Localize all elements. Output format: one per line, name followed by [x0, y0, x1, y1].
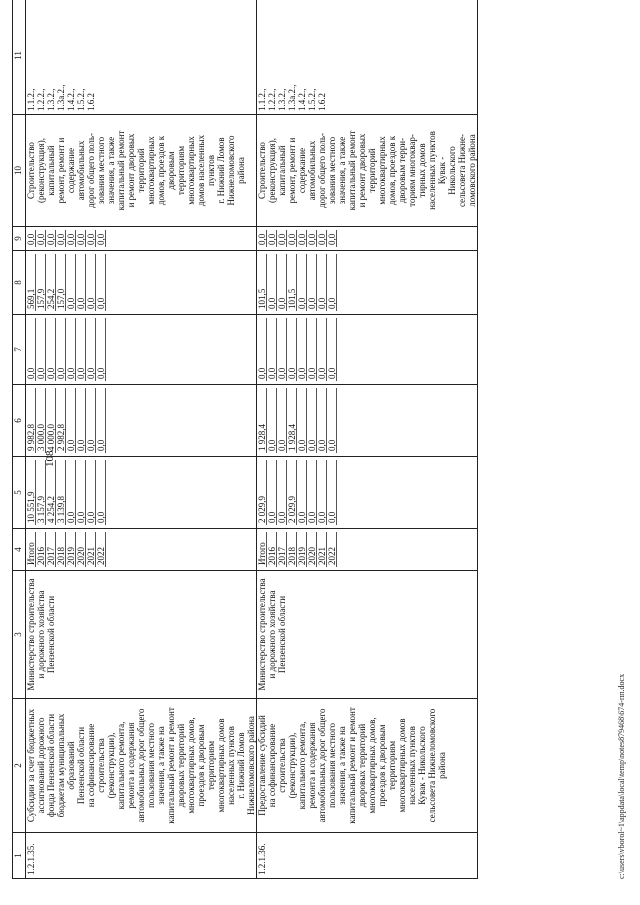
cell-line: 0,0 [317, 388, 327, 453]
cell-line: 1.6.2 [317, 93, 327, 111]
cell-line: значения, а также на [337, 726, 347, 805]
cell-line: капитальный ремонт и ремонт [166, 707, 176, 824]
total-amount [257, 457, 478, 529]
cell-line: капитальный [277, 145, 287, 196]
cell-line: 0,0 [277, 230, 287, 247]
cell-line: дорог общего поль- [317, 132, 327, 209]
cell-line: Строительство [26, 142, 36, 199]
other-amount [26, 227, 257, 251]
cell-line: 0,0 [86, 388, 96, 453]
cell-line: ремонта и содержания [126, 722, 136, 809]
cell-line: 0,0 [327, 254, 337, 311]
cell-line: 0,0 [96, 318, 106, 381]
regional-amount [257, 315, 478, 385]
executor [26, 571, 257, 699]
cell-line: капитального ремонта, [297, 721, 307, 810]
cell-line: 4 000,0 [46, 388, 56, 453]
header-cell: 10 [13, 115, 26, 227]
cell-line: 0,0 [297, 254, 307, 311]
cell-line: и дорожного хозяйства [267, 590, 277, 679]
cell-line: 0,0 [76, 460, 86, 525]
cell-line: 2021 [317, 532, 327, 567]
cell-line: 0,0 [307, 318, 317, 381]
years-column [257, 529, 478, 571]
local-amount [26, 251, 257, 315]
header-cell: 11 [13, 0, 26, 115]
cell-line: капитальный ремонт [116, 130, 126, 211]
cell-line: капитального ремонта, [116, 721, 126, 810]
local-amount [257, 251, 478, 315]
cell-line: 0,0 [297, 460, 307, 525]
cell-line: 0,0 [267, 318, 277, 381]
cell-line: населенных пунктов [407, 726, 417, 805]
cell-line: 0,0 [267, 460, 277, 525]
cell-line: 0,0 [327, 318, 337, 381]
cell-line: населенных пунктов [226, 726, 236, 805]
cell-line: 2017 [277, 532, 287, 567]
cell-line: 2 029,9 [287, 460, 297, 525]
federal-amount [257, 385, 478, 457]
cell-line: значения, а также на [156, 726, 166, 805]
expected-result [26, 115, 257, 227]
cell-line: домов населенных [196, 134, 206, 207]
cell-line: 0,0 [257, 318, 267, 381]
cell-line: зования местного [96, 136, 106, 205]
header-cell: 1 [13, 833, 26, 879]
cell-line: Министерство строительства [257, 578, 267, 691]
regional-amount [26, 315, 257, 385]
cell-line: 0,0 [307, 254, 317, 311]
cell-line: территориям [176, 145, 186, 196]
cell-line: 0,0 [96, 230, 106, 247]
cell-line: капитальный ремонт и ремонт [347, 707, 357, 824]
cell-line: 2022 [327, 532, 337, 567]
cell-line: 0,0 [66, 388, 76, 453]
cell-line: многоквартирных домов [397, 718, 407, 813]
cell-line: 3 157,9 [36, 460, 46, 525]
cell-line: 1 928,4 [287, 388, 297, 453]
cell-line: 0,0 [46, 230, 56, 247]
cell-line: 0,0 [327, 230, 337, 247]
cell-line: 0,0 [257, 230, 267, 247]
cell-line: 157,9 [36, 254, 46, 311]
cell-line: и ремонт дворовых [126, 133, 136, 208]
cell-line: 101,5 [257, 254, 267, 311]
cell-line: 0,0 [277, 254, 287, 311]
cell-line: образований [66, 741, 76, 790]
cell-line: 3 000,0 [36, 388, 46, 453]
cell-line: 1.2.2., [267, 88, 277, 111]
cell-line: Итого [26, 532, 36, 567]
cell-line: и дорожного хозяйства [36, 590, 46, 679]
footer-file-path: c:\users\vborol~1\appdata\local\temp\notes879468\674-пп.docx [617, 673, 626, 879]
cell-line: пунктов [206, 155, 216, 186]
cell-line: многоквартирных домов, [367, 717, 377, 814]
federal-amount [26, 385, 257, 457]
page-number: 108 [44, 450, 56, 467]
header-cell: 9 [13, 227, 26, 251]
cell-line: 0,0 [297, 388, 307, 453]
cell-line: 2 029,9 [257, 460, 267, 525]
header-cell: 2 [13, 699, 26, 833]
cell-line: домов, проездов к [387, 135, 397, 206]
cell-line: 0,0 [317, 254, 327, 311]
cell-line: 0,0 [66, 230, 76, 247]
cell-line: 0,0 [26, 318, 36, 381]
cell-line: территориям [387, 740, 397, 791]
cell-line: 0,0 [66, 254, 76, 311]
cell-line: 1.3.2., [277, 88, 287, 111]
cell-line: значения, а также [337, 136, 347, 205]
cell-line: 0,0 [307, 230, 317, 247]
cell-line: ассигнований дорожного [36, 717, 46, 814]
cell-line: 0,0 [317, 460, 327, 525]
cell-line: содержание [297, 147, 307, 194]
cell-line: 2016 [267, 532, 277, 567]
cell-line: 0,0 [86, 230, 96, 247]
cell-line: сельсовета Нижнеломовского [427, 708, 437, 823]
cell-line: 1 928,4 [257, 388, 267, 453]
cell-line: пользования местного [327, 722, 337, 809]
cell-line: 0,0 [56, 318, 66, 381]
cell-line: 0,0 [36, 230, 46, 247]
indicator-codes [26, 0, 257, 115]
cell-line: 0,0 [307, 388, 317, 453]
measure-description [26, 699, 257, 833]
header-cell: 7 [13, 315, 26, 385]
cell-line: 254,2 [46, 254, 56, 311]
cell-line: Субсидии за счет бюджетных [26, 708, 36, 823]
cell-line: 0,0 [86, 460, 96, 525]
cell-line: г. Нижний Ломов [236, 732, 246, 799]
cell-line: 1.4.2., [66, 88, 76, 111]
cell-line: и ремонт дворовых [357, 133, 367, 208]
cell-line: 2019 [66, 532, 76, 567]
cell-line: дворовых территорий [357, 723, 367, 808]
cell-line: автомобильных дорог общего [317, 708, 327, 823]
cell-line: Министерство строительства [26, 578, 36, 691]
cell-line: содержание [66, 147, 76, 194]
cell-line: автомобильных [307, 140, 317, 201]
measure-description [257, 699, 478, 833]
header-cell: 5 [13, 457, 26, 529]
cell-line: многоквартирных домов, [186, 717, 196, 814]
cell-line: строительства [96, 738, 106, 793]
cell-line: многоквартирных [186, 136, 196, 205]
cell-line: 1.5.2., [307, 88, 317, 111]
cell-line: 0,0 [267, 254, 277, 311]
cell-line: многоквартирных домов [216, 718, 226, 813]
cell-line: домов, проездов к [156, 135, 166, 206]
cell-line: Нижнеломовского района [246, 716, 256, 815]
cell-line: дорог общего поль- [86, 132, 96, 209]
cell-line: 1.1.2., [257, 88, 267, 111]
cell-line: 0,0 [76, 318, 86, 381]
cell-line: Пензенской области [76, 726, 86, 805]
years-column [26, 529, 257, 571]
cell-line: ториям многоквар- [407, 134, 417, 207]
cell-line: 0,0 [277, 318, 287, 381]
cell-line: 0,0 [327, 460, 337, 525]
cell-line: 1.3а.2., [287, 84, 297, 111]
cell-line: 2 982,8 [56, 388, 66, 453]
cell-line: 0,0 [277, 388, 287, 453]
cell-line: 0,0 [317, 318, 327, 381]
cell-line: 1.3.2., [46, 88, 56, 111]
cell-line: населенных пунктов [427, 131, 437, 210]
cell-line: фонда Пензенской области [46, 713, 56, 818]
cell-line: пользования местного [146, 722, 156, 809]
cell-line: 0,0 [287, 318, 297, 381]
table-row [257, 0, 478, 879]
cell-line: многоквартирных [377, 136, 387, 205]
cell-line: дворовым [166, 151, 176, 190]
cell-line: ремонта и содержания [307, 722, 317, 809]
cell-line: многоквартирных [146, 136, 156, 205]
cell-line: 0,0 [76, 254, 86, 311]
cell-line: 2017 [46, 532, 56, 567]
cell-line: тирных домов [417, 143, 427, 198]
expected-result [257, 115, 478, 227]
cell-line: 2021 [86, 532, 96, 567]
cell-line: 1.1.2., [26, 88, 36, 111]
indicator-codes [257, 0, 478, 115]
cell-line: территориям [206, 740, 216, 791]
cell-line: 3 139,8 [56, 460, 66, 525]
cell-line: ломовского района [467, 134, 477, 207]
cell-line: 0,0 [297, 230, 307, 247]
program-table [12, 0, 478, 879]
cell-line: автомобильных дорог общего [136, 708, 146, 823]
header-cell: 3 [13, 571, 26, 699]
cell-line: 0,0 [96, 388, 106, 453]
cell-line: 10 551,9 [26, 460, 36, 525]
cell-line: 0,0 [96, 460, 106, 525]
cell-line: 1.2.2., [36, 88, 46, 111]
cell-line: 1.5.2., [76, 88, 86, 111]
cell-line: 1.4.2., [297, 88, 307, 111]
header-cell: 6 [13, 385, 26, 457]
cell-line: Предоставление субсидий [257, 715, 267, 816]
cell-line: значения, а также [106, 136, 116, 205]
cell-line: 0,0 [66, 318, 76, 381]
cell-line: 9 982,8 [26, 388, 36, 453]
cell-line: 0,0 [76, 388, 86, 453]
table-row [26, 0, 257, 879]
header-cell: 8 [13, 251, 26, 315]
cell-line: 0,0 [86, 318, 96, 381]
cell-line: Пензенской области [46, 595, 56, 674]
cell-line: 101,5 [287, 254, 297, 311]
cell-line: 0,0 [46, 318, 56, 381]
cell-line: 157,0 [56, 254, 66, 311]
cell-line: района [437, 752, 447, 779]
cell-line: (реконструкции), [106, 732, 116, 799]
cell-line: Нижнеломовского [226, 135, 236, 206]
cell-line: (реконструкции), [287, 732, 297, 799]
cell-line: 0,0 [66, 460, 76, 525]
cell-line: 2020 [76, 532, 86, 567]
cell-line: 0,0 [96, 254, 106, 311]
cell-line: территорий [136, 148, 146, 193]
cell-line: 0,0 [267, 230, 277, 247]
cell-line: 0,0 [317, 230, 327, 247]
cell-line: дворовых территорий [176, 723, 186, 808]
cell-line: зования местного [327, 136, 337, 205]
cell-line: капитальный [46, 145, 56, 196]
header-row [13, 0, 26, 879]
cell-line: района [236, 157, 246, 184]
cell-line: Кувак - [437, 156, 447, 185]
cell-line: ремонт, ремонт и [56, 137, 66, 204]
cell-line: 2016 [36, 532, 46, 567]
executor [257, 571, 478, 699]
cell-line: 0,0 [36, 318, 46, 381]
cell-line: 0,0 [86, 254, 96, 311]
cell-line: 2022 [96, 532, 106, 567]
cell-line: 4 254,2 [46, 460, 56, 525]
row-number: 1.2.1.36. [257, 833, 478, 879]
cell-line: Итого [257, 532, 267, 567]
cell-line: 2020 [307, 532, 317, 567]
cell-line: бюджетам муниципальных [56, 713, 66, 818]
cell-line: 0,0 [277, 460, 287, 525]
cell-line: 0,0 [267, 388, 277, 453]
cell-line: 0,0 [297, 318, 307, 381]
cell-line: 2018 [287, 532, 297, 567]
cell-line: 2018 [56, 532, 66, 567]
cell-line: 0,0 [307, 460, 317, 525]
cell-line: автомобильных [76, 140, 86, 201]
cell-line: Кувак - Никольского [417, 726, 427, 805]
cell-line: 0,0 [76, 230, 86, 247]
cell-line: на софинансирование [267, 723, 277, 808]
cell-line: Никольского [447, 146, 457, 195]
cell-line: территорий [367, 148, 377, 193]
cell-line: 1.3а.2., [56, 84, 66, 111]
row-number: 1.2.1.35. [26, 833, 257, 879]
cell-line: (реконструкция), [267, 137, 277, 204]
cell-line: 0,0 [287, 230, 297, 247]
cell-line: 0,0 [26, 230, 36, 247]
cell-line: Пензенской области [277, 595, 287, 674]
total-amount [26, 457, 257, 529]
cell-line: строительства [277, 738, 287, 793]
cell-line: сельсовета Нижне- [457, 134, 467, 208]
cell-line: г. Нижний Ломов [216, 137, 226, 204]
cell-line: Строительство [257, 142, 267, 199]
cell-line: 0,0 [327, 388, 337, 453]
other-amount [257, 227, 478, 251]
cell-line: 569,1 [26, 254, 36, 311]
cell-line: ремонт, ремонт и [287, 137, 297, 204]
header-cell: 4 [13, 529, 26, 571]
cell-line: проездов к дворовым [377, 724, 387, 807]
cell-line: 2019 [297, 532, 307, 567]
cell-line: 1.6.2 [86, 93, 96, 111]
cell-line: капитальный ремонт [347, 130, 357, 211]
cell-line: 0,0 [56, 230, 66, 247]
cell-line: проездов к дворовым [196, 724, 206, 807]
cell-line: (реконструкция), [36, 137, 46, 204]
cell-line: на софинансирование [86, 723, 96, 808]
cell-line: дворовым терри- [397, 137, 407, 204]
